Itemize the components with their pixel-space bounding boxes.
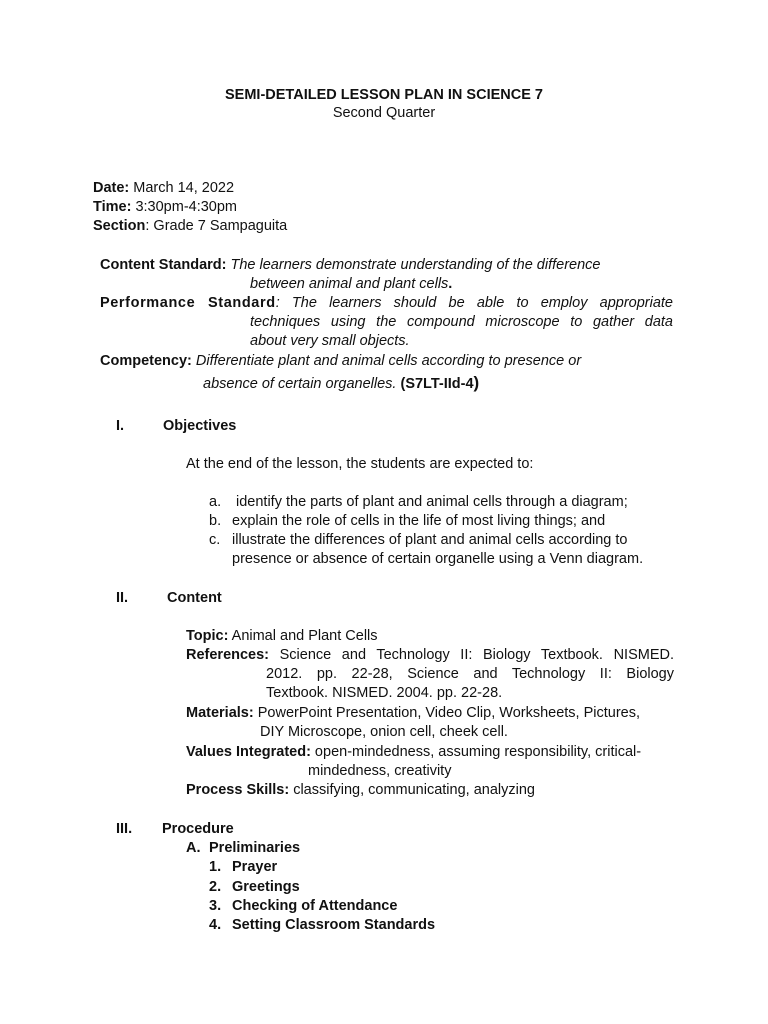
page-title: SEMI-DETAILED LESSON PLAN IN SCIENCE 7 bbox=[225, 87, 543, 103]
topic-line: Topic: Animal and Plant Cells bbox=[186, 628, 378, 644]
materials-line-cont: DIY Microscope, onion cell, cheek cell. bbox=[260, 724, 508, 740]
procedure-step-number: 3. bbox=[209, 898, 222, 914]
preliminaries-heading: Preliminaries bbox=[209, 840, 301, 856]
page-subtitle: Second Quarter bbox=[332, 105, 436, 121]
objective-item: explain the role of cells in the life of most living things; and bbox=[232, 513, 606, 529]
procedure-step: Setting Classroom Standards bbox=[232, 917, 436, 933]
objective-letter: b. bbox=[209, 513, 222, 529]
procedure-step: Greetings bbox=[232, 879, 300, 895]
references-line: References: Science and Technology II: Biology Textbook. NISMED. bbox=[186, 647, 674, 663]
objectives-intro: At the end of the lesson, the students are expected to: bbox=[186, 456, 534, 472]
process-skills-line: Process Skills: classifying, communicating, analyzing bbox=[186, 782, 535, 798]
procedure-step-number: 4. bbox=[209, 917, 222, 933]
procedure-heading: Procedure bbox=[162, 821, 234, 837]
references-line-cont: 2012. pp. 22-28, Science and Technology II: Biology bbox=[266, 666, 674, 682]
objective-letter: a. bbox=[209, 494, 222, 510]
objective-item: illustrate the differences of plant and animal cells according to bbox=[232, 532, 628, 548]
competency-cont: absence of certain organelles. (S7LT-IId-4) bbox=[203, 373, 480, 392]
objective-letter: c. bbox=[209, 532, 221, 548]
content-heading: Content bbox=[167, 590, 222, 606]
performance-standard-cont: techniques using the compound microscope to gather data bbox=[250, 314, 673, 330]
date-line: Date: March 14, 2022 bbox=[93, 180, 235, 196]
materials-line: Materials: PowerPoint Presentation, Video Clip, Worksheets, Pictures, bbox=[186, 705, 641, 721]
procedure-numeral: III. bbox=[116, 821, 133, 837]
competency: Competency: Differentiate plant and animal cells according to presence or bbox=[100, 353, 582, 369]
objective-item-cont: presence or absence of certain organelle using a Venn diagram. bbox=[232, 551, 644, 567]
procedure-step-number: 2. bbox=[209, 879, 222, 895]
time-line: Time: 3:30pm-4:30pm bbox=[93, 199, 238, 215]
performance-standard: Performance Standard: The learners should be able to employ appropriate bbox=[100, 295, 674, 311]
performance-standard-cont2: about very small objects. bbox=[250, 333, 410, 349]
objectives-heading: Objectives bbox=[163, 418, 237, 434]
content-standard-cont: between animal and plant cells. bbox=[250, 276, 453, 292]
objective-item: identify the parts of plant and animal cells through a diagram; bbox=[236, 494, 628, 510]
objectives-numeral: I. bbox=[116, 418, 125, 434]
values-line: Values Integrated: open-mindedness, assuming responsibility, critical- bbox=[186, 744, 642, 760]
content-numeral: II. bbox=[116, 590, 129, 606]
procedure-step: Prayer bbox=[232, 859, 278, 875]
content-standard: Content Standard: The learners demonstrate understanding of the difference bbox=[100, 257, 601, 273]
preliminaries-letter: A. bbox=[186, 840, 201, 856]
references-line-cont2: Textbook. NISMED. 2004. pp. 22-28. bbox=[266, 685, 503, 701]
procedure-step: Checking of Attendance bbox=[232, 898, 398, 914]
values-line-cont: mindedness, creativity bbox=[308, 763, 452, 779]
procedure-step-number: 1. bbox=[209, 859, 222, 875]
section-line: Section: Grade 7 Sampaguita bbox=[93, 218, 288, 234]
